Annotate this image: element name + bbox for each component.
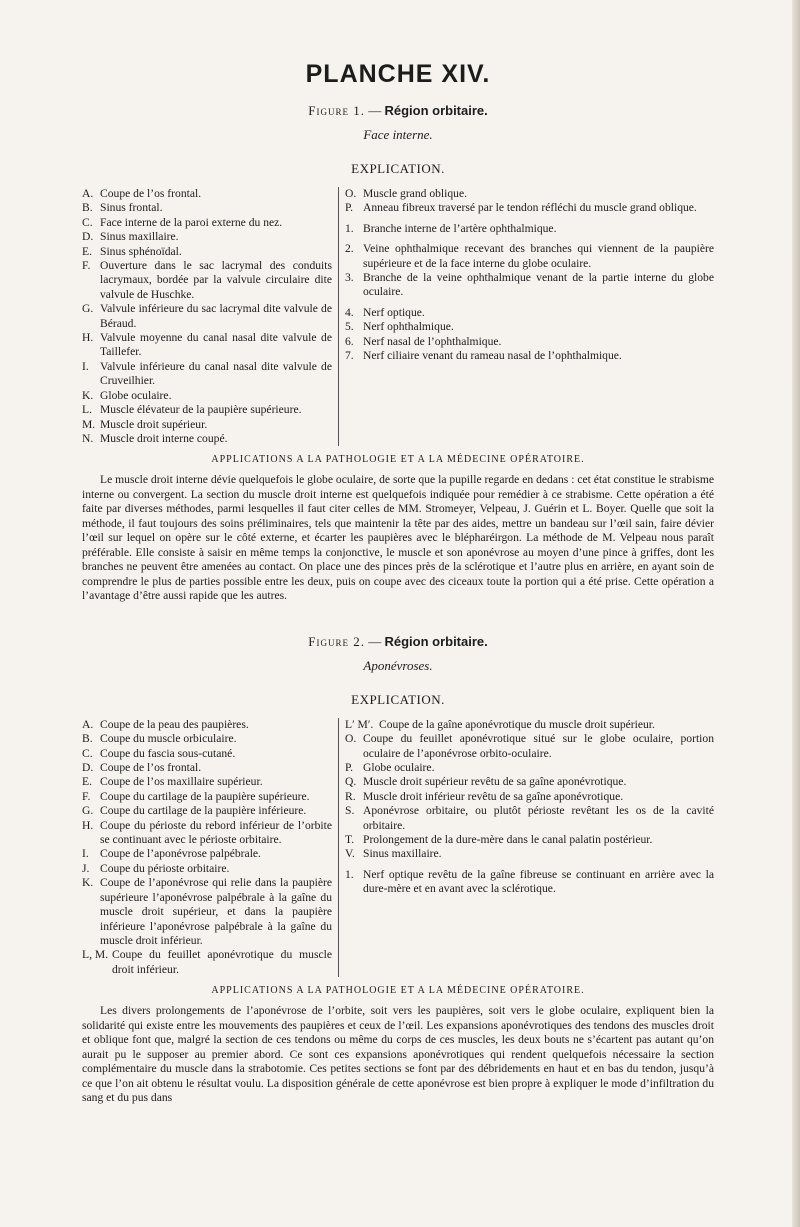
legend-key: S. <box>345 804 355 818</box>
legend-item <box>82 790 332 804</box>
legend-text: Face interne de la paroi externe du nez. <box>100 215 283 229</box>
legend-key: F. <box>82 789 91 803</box>
legend-text: Coupe de l’aponévrose qui relie dans la paupière supérieure l’aponévrose palpébrale à la gaîne du muscle droit supérieur, et dans la paupière inférieure l’aponévrose palpébrale à la gaîne du muscle droit inférieur. <box>100 876 332 947</box>
figure-2-legend <box>82 718 714 977</box>
figure-2-applications-heading: APPLICATIONS A LA PATHOLOGIE ET A LA MÉDECINE OPÉRATOIRE. <box>211 985 585 997</box>
figure-1-label: Figure 1. <box>308 103 365 118</box>
page-content <box>82 60 714 1106</box>
figure-2-subtitle: Aponévroses. <box>363 657 433 673</box>
legend-text: Nerf ciliaire venant du rameau nasal de l’ophthalmique. <box>363 349 622 363</box>
legend-item <box>82 403 332 417</box>
legend-key: K. <box>82 388 94 402</box>
figure-2-legend-left <box>82 718 339 977</box>
legend-item <box>82 804 332 818</box>
figure-2-section <box>82 634 714 1106</box>
legend-item <box>82 876 332 948</box>
legend-text: Prolongement de la dure-mère dans le canal palatin postérieur. <box>363 833 653 847</box>
legend-key: A. <box>82 717 94 731</box>
legend-text: Veine ophthalmique recevant des branches qui viennent de la paupière supérieure et de la face interne du globe oculaire. <box>363 242 714 270</box>
legend-key: O. <box>345 732 357 746</box>
legend-item <box>82 847 332 861</box>
figure-1-dash: — <box>368 103 382 118</box>
legend-item <box>345 187 714 201</box>
legend-item <box>82 230 332 244</box>
legend-item <box>82 201 332 215</box>
legend-item <box>345 718 714 732</box>
legend-item <box>345 804 714 833</box>
legend-text: Muscle droit supérieur revêtu de sa gaîne aponévrotique. <box>363 775 627 789</box>
legend-text: Valvule inférieure du sac lacrymal dite valvule de Béraud. <box>100 302 332 330</box>
legend-text: Coupe du périoste du rebord inférieur de l’orbite se continuant avec le périoste orbitaire. <box>100 818 332 847</box>
legend-key: 6. <box>345 334 354 348</box>
legend-item <box>82 862 332 876</box>
legend-key: N. <box>82 431 94 445</box>
figure-2-title: Région orbitaire. <box>384 633 488 649</box>
legend-text: Nerf ophthalmique. <box>363 320 454 334</box>
legend-item <box>82 331 332 360</box>
legend-item <box>82 747 332 761</box>
legend-item <box>82 819 332 848</box>
legend-key: P. <box>345 761 354 775</box>
figure-2-heading <box>82 634 714 650</box>
legend-text: Sinus maxillaire. <box>363 847 442 861</box>
legend-item <box>82 948 332 977</box>
legend-item <box>82 418 332 432</box>
legend-text: Muscle droit supérieur. <box>100 417 208 431</box>
figure-1-title: Région orbitaire. <box>384 103 488 118</box>
legend-text: Nerf optique revêtu de la gaîne fibreuse se continuant en arrière avec la dure-mère et en avant avec la sclérotique. <box>363 867 714 896</box>
legend-text: Coupe de la gaîne aponévrotique du muscle droit supérieur. <box>379 717 655 731</box>
legend-item <box>82 389 332 403</box>
legend-key: C. <box>82 746 93 760</box>
figure-1-legend-right <box>339 187 714 446</box>
figure-2-explication-heading: EXPLICATION. <box>351 691 445 707</box>
legend-item <box>345 847 714 861</box>
legend-text: Sinus frontal. <box>100 201 163 215</box>
legend-text: Coupe du cartilage de la paupière supérieure. <box>100 789 310 803</box>
legend-key: C. <box>82 215 93 229</box>
legend-item <box>82 302 332 331</box>
legend-key: 2. <box>345 242 354 256</box>
figure-2-dash: — <box>368 633 382 649</box>
legend-key: K. <box>82 876 94 890</box>
legend-item <box>82 732 332 746</box>
figure-1-subtitle: Face interne. <box>363 127 433 142</box>
legend-text: Anneau fibreux traversé par le tendon réfléchi du muscle grand oblique. <box>363 201 697 215</box>
legend-key: 7. <box>345 349 354 363</box>
legend-key: 1. <box>345 867 354 881</box>
legend-key: B. <box>82 732 93 746</box>
legend-key: R. <box>345 789 356 803</box>
legend-item <box>345 732 714 761</box>
figure-1-legend-left <box>82 187 339 446</box>
legend-item <box>345 306 714 320</box>
legend-text: Coupe de la peau des paupières. <box>100 717 249 731</box>
legend-item <box>345 242 714 271</box>
legend-item <box>345 201 714 215</box>
legend-text: Branche interne de l’artère ophthalmique. <box>363 221 557 235</box>
legend-key: 1. <box>345 221 354 235</box>
legend-item <box>82 360 332 389</box>
legend-text: Valvule moyenne du canal nasal dite valvule de Taillefer. <box>100 331 332 359</box>
legend-text: Muscle droit inférieur revêtu de sa gaîne aponévrotique. <box>363 789 624 803</box>
legend-item <box>345 349 714 363</box>
legend-key: D. <box>82 761 94 775</box>
legend-key: L, M. <box>82 948 109 962</box>
legend-text: Coupe du feuillet aponévrotique situé sur le globe oculaire, portion oculaire de l’aponévrose orbito-oculaire. <box>363 732 714 760</box>
legend-text: Branche de la veine ophthalmique venant de la partie interne du globe oculaire. <box>363 271 714 299</box>
legend-text: Coupe de l’os maxillaire supérieur. <box>100 775 263 789</box>
legend-text: Nerf nasal de l’ophthalmique. <box>363 334 502 348</box>
legend-text: Ouverture dans le sac lacrymal des conduits lacrymaux, bordée par la valvule circulaire dite valvule de Huschke. <box>100 259 332 301</box>
legend-key: T. <box>345 833 355 847</box>
legend-text: Muscle grand oblique. <box>363 187 467 200</box>
legend-item <box>345 222 714 236</box>
legend-item <box>345 775 714 789</box>
legend-key: O. <box>345 187 357 200</box>
legend-text: Muscle élévateur de la paupière supérieure. <box>100 403 302 417</box>
legend-key: D. <box>82 230 94 244</box>
legend-key: H. <box>82 818 94 832</box>
legend-key: V. <box>345 847 355 861</box>
figure-1-applications-heading: APPLICATIONS A LA PATHOLOGIE ET A LA MÉDECINE OPÉRATOIRE. <box>211 454 585 466</box>
legend-key: F. <box>82 259 91 273</box>
legend-key: I. <box>82 359 89 373</box>
figure-2-legend-right <box>339 718 714 977</box>
legend-key: G. <box>82 302 94 316</box>
figure-2-applications-text: Les divers prolongements de l’aponévrose de l’orbite, soit vers les paupières, soit vers le globe oculaire, expliquent bien la solidarité qui existe entre les mouvements des paupières et ceux de l’œil. Les expansions aponévrotiques des tendons des muscles droit et oblique font que, malgré la section de ces tendons ou même du corps de ces muscles, les deux bouts ne s’écartent pas autant qu’on aurait pu le supposer au premier abord. Ce sont ces expansions aponévrotiques qui rendent quelquefois nécessaire la section complémentaire du muscle dans la strabotomie. Ces petites sections se font par des débridements en haut et en bas du tendon, jusqu’à ce que l’on ait obtenu le résultat voulu. La disposition générale de cette aponévrose est bien propre à expliquer le mode d’infiltration du sang et du pus dans <box>82 1004 714 1105</box>
page-edge <box>792 0 800 1227</box>
legend-item <box>82 216 332 230</box>
legend-key: M. <box>82 417 96 431</box>
legend-item <box>82 761 332 775</box>
legend-item <box>82 259 332 302</box>
legend-item <box>82 718 332 732</box>
legend-text: Coupe de l’aponévrose palpébrale. <box>100 847 261 861</box>
legend-text: Sinus sphénoïdal. <box>100 244 182 258</box>
legend-key: E. <box>82 775 92 789</box>
legend-key: P. <box>345 201 354 215</box>
legend-text: Globe oculaire. <box>363 761 435 775</box>
legend-text: Globe oculaire. <box>100 388 172 402</box>
legend-key: 4. <box>345 305 354 319</box>
legend-key: I. <box>82 847 89 861</box>
legend-item <box>345 271 714 300</box>
legend-text: Muscle droit interne coupé. <box>100 431 228 445</box>
legend-text: Nerf optique. <box>363 305 425 319</box>
legend-item <box>345 335 714 349</box>
legend-key: H. <box>82 331 94 345</box>
legend-key: B. <box>82 201 93 215</box>
figure-1-heading <box>82 103 714 119</box>
legend-text: Coupe du fascia sous-cutané. <box>100 746 236 760</box>
legend-text: Coupe du feuillet aponévrotique du muscle droit inférieur. <box>112 948 332 976</box>
legend-text: Sinus maxillaire. <box>100 230 179 244</box>
figure-1-legend <box>82 187 714 446</box>
legend-item <box>345 790 714 804</box>
figure-1-section <box>82 103 714 604</box>
figure-2-label: Figure 2. <box>308 633 365 649</box>
legend-item <box>345 761 714 775</box>
legend-key: 3. <box>345 271 354 285</box>
legend-item <box>345 320 714 334</box>
legend-item <box>82 187 332 201</box>
figure-1-explication-heading: EXPLICATION. <box>351 161 445 176</box>
legend-text: Coupe de l’os frontal. <box>100 761 202 775</box>
legend-key: 5. <box>345 320 354 334</box>
legend-text: Coupe du cartilage de la paupière inférieure. <box>100 804 307 818</box>
legend-item <box>345 868 714 897</box>
legend-key: A. <box>82 187 94 200</box>
legend-key: Q. <box>345 775 357 789</box>
legend-text: Coupe du périoste orbitaire. <box>100 861 230 875</box>
legend-text: Coupe de l’os frontal. <box>100 187 202 200</box>
legend-item <box>82 245 332 259</box>
legend-text: Coupe du muscle orbiculaire. <box>100 732 237 746</box>
legend-key: L′ M′. <box>345 717 374 731</box>
legend-text: Aponévrose orbitaire, ou plutôt périoste revêtant les os de la cavité orbitaire. <box>363 804 714 832</box>
figure-1-applications-text: Le muscle droit interne dévie quelquefois le globe oculaire, de sorte que la pupille regarde en dedans : cet état constitue le strabisme interne ou convergent. La section du muscle droit interne est quelquefois indiquée pour remédier à ce strabisme. Cette opération a été faite par diverses méthodes, parmi lesquelles il faut citer celles de MM. Stromeyer, Velpeau, J. Guérin et L. Boyer. Quelle que soit la méthode, il faut toujours des soins préliminaires, tels que maintenir la tête par des aides, mettre un bandeau sur l’œil sain, faire dévier l’œil sur lequel on opère sur le côté externe, et écarter les paupières avec le blépharéirgon. La méthode de M. Velpeau nous paraît préférable. Elle consiste à saisir en même temps la conjonctive, le muscle et son aponévrose au moyen d’une pince à griffes, dont les branches ne peuvent être amenées au contact. On place une des pinces près de la sclérotique et l’autre plus en arrière, en ayant soin de comprendre le plus de parties possible entre les deux, puis on coupe avec des ciceaux toute la portion qui a été prise. Cette opération a l’avantage d’être aussi rapide que les autres. <box>82 473 714 603</box>
legend-key: G. <box>82 804 94 818</box>
legend-item <box>345 833 714 847</box>
legend-key: L. <box>82 403 92 417</box>
legend-text: Valvule inférieure du canal nasal dite valvule de Cruveilhier. <box>100 359 332 388</box>
legend-key: E. <box>82 244 92 258</box>
legend-key: J. <box>82 861 90 875</box>
plate-title: PLANCHE XIV. <box>305 60 491 88</box>
legend-item <box>82 432 332 446</box>
legend-item <box>82 775 332 789</box>
